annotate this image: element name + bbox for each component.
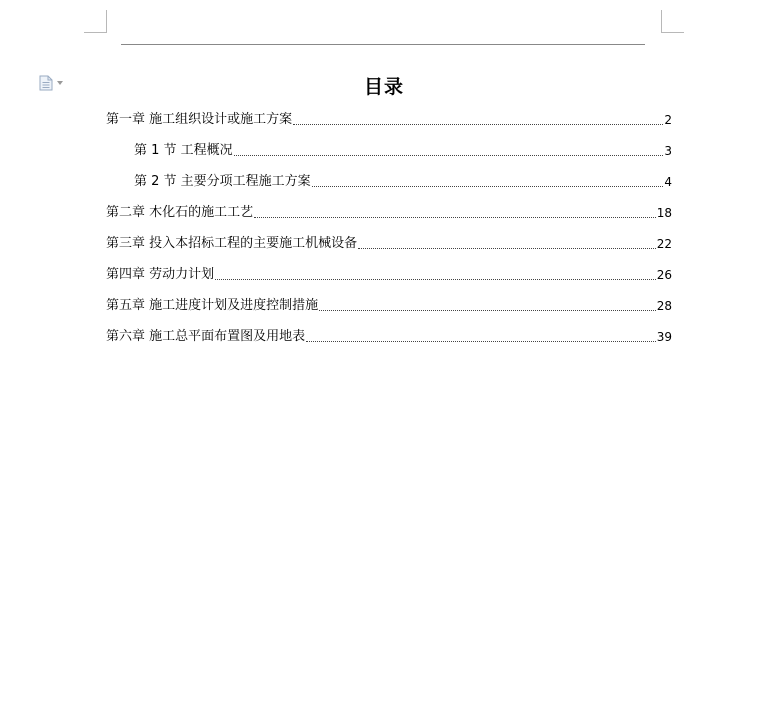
toc-dot-leader (293, 124, 663, 125)
page-corner-mark-top-left (84, 10, 107, 33)
toc-dot-leader (306, 341, 656, 342)
toc-page-number: 4 (664, 175, 672, 189)
toc-entry-chapter-6[interactable] (106, 327, 672, 347)
toc-dot-leader (254, 217, 656, 218)
toc-dot-leader (312, 186, 664, 187)
page-corner-mark-top-right (661, 10, 684, 33)
toc-entry-text: 第 1 节 工程概况 (134, 143, 233, 158)
toc-page-number: 3 (664, 144, 672, 158)
header-rule (121, 44, 645, 45)
toc-page-number: 39 (656, 330, 672, 344)
toc-entry-chapter-5[interactable] (106, 296, 672, 316)
toc-dot-leader (234, 155, 664, 156)
toc-page-number: 26 (656, 268, 672, 282)
toc-dot-leader (319, 310, 656, 311)
toc-dot-leader (215, 279, 656, 280)
toc-page-number: 18 (656, 206, 672, 220)
toc-entry-chapter-3[interactable] (106, 234, 672, 254)
toc-page-number: 22 (656, 237, 672, 251)
toc-entry-section-1[interactable] (134, 141, 672, 161)
toc-entry-text: 第 2 节 主要分项工程施工方案 (134, 174, 311, 189)
toc-page-number: 28 (656, 299, 672, 313)
toc-dot-leader (358, 248, 656, 249)
toc-entry-chapter-4[interactable] (106, 265, 672, 285)
toc-page-number: 2 (664, 113, 672, 127)
toc-entry-text: 第五章 施工进度计划及进度控制措施 (106, 298, 319, 313)
toc-entry-chapter-1[interactable] (106, 110, 672, 130)
toc-entry-chapter-2[interactable] (106, 203, 672, 223)
toc-entry-text: 第二章 木化石的施工工艺 (106, 205, 254, 220)
toc-entry-text: 第六章 施工总平面布置图及用地表 (106, 329, 306, 344)
toc-entry-text: 第一章 施工组织设计或施工方案 (106, 112, 293, 127)
toc-title: 目录 (363, 76, 404, 98)
toc-entry-section-2[interactable] (134, 172, 672, 192)
toc-entry-text: 第三章 投入本招标工程的主要施工机械设备 (106, 236, 358, 251)
toc-entry-text: 第四章 劳动力计划 (106, 267, 215, 282)
